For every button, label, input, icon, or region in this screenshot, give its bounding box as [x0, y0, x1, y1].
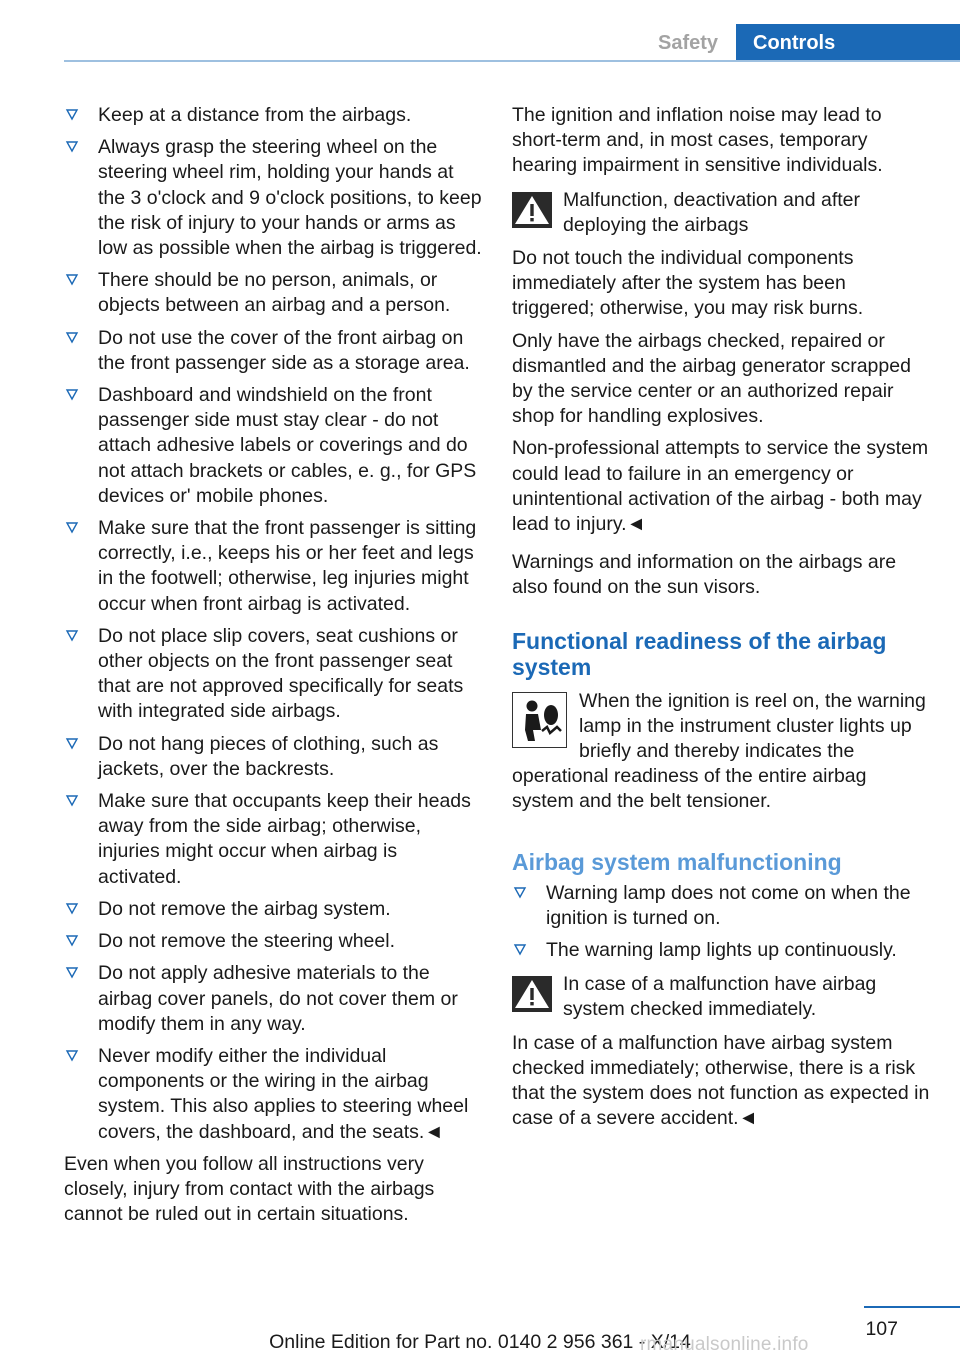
list-item-text: Make sure that occupants keep their heads away from the side airbag; otherwise, injuries might occur when airbag is activated.: [98, 790, 471, 888]
right-column: [512, 103, 930, 1139]
page-number: 107: [865, 1318, 898, 1340]
bullet-triangle-icon: [64, 933, 80, 949]
list-item: [512, 938, 930, 963]
warning-triangle-icon: [512, 192, 552, 228]
list-item-text: The warning lamp lights up continuously.: [546, 939, 897, 962]
safety-bullet-list: [64, 103, 482, 1145]
watermark: rmanualsonline.info: [640, 1334, 809, 1355]
tab-safety[interactable]: Safety: [657, 31, 719, 54]
heading-airbag-malfunction: Airbag system malfunctioning: [512, 848, 842, 875]
list-item: [64, 326, 482, 376]
list-item-text: Do not remove the steering wheel.: [98, 930, 395, 953]
bullet-triangle-icon: [512, 942, 528, 958]
list-item-text: Do not place slip covers, seat cushions or other objects on the front passenger seat that are not approved specifically for seats with integrated side airbags.: [98, 624, 464, 723]
list-item: [64, 789, 482, 890]
bullet-triangle-icon: [64, 272, 80, 288]
list-item-text: Do not remove the airbag system.: [98, 897, 391, 920]
list-item: [64, 103, 482, 128]
list-item: [64, 897, 482, 922]
warning-paragraph-service: Only have the airbags checked, repaired or dismantled and the airbag generator scrapped by the service center or an authorized repair shop for handling explosives.: [512, 329, 911, 428]
bullet-triangle-icon: [64, 107, 80, 123]
bullet-triangle-icon: [64, 520, 80, 536]
list-item-text: Dashboard and windshield on the front passenger side must stay clear - do not attach adhesive labels or coverings and do not attach brackets or cables, e. g., for GPS devices or' mobile phones.: [98, 384, 477, 507]
list-item-text: There should be no person, animals, or objects between an airbag and a person.: [98, 269, 451, 317]
bullet-triangle-icon: [64, 628, 80, 644]
header-divider: [64, 60, 960, 62]
malfunction-bullet-list: [512, 881, 930, 964]
heading-functional-readiness: Functional readiness of the airbag system: [512, 627, 887, 680]
list-item-text: Make sure that the front passenger is sitting correctly, i.e., keeps his or her feet and legs in the footwell; otherwise, leg injuries might occur when front airbag is activated.: [98, 517, 477, 615]
closing-paragraph: Even when you follow all instructions very closely, injury from contact with the airbags cannot be ruled out in certain situations.: [64, 1152, 435, 1226]
footer-divider: [864, 1306, 960, 1308]
edition-note: Online Edition for Part no. 0140 2 956 361 - X/14: [269, 1331, 691, 1353]
bullet-triangle-icon: [64, 965, 80, 981]
bullet-triangle-icon: [64, 1048, 80, 1064]
list-item-text: Do not hang pieces of clothing, such as jackets, over the backrests.: [98, 732, 439, 780]
list-item: [64, 135, 482, 261]
list-item-text: Always grasp the steering wheel on the steering wheel rim, holding your hands at the 3 o'clock and 9 o'clock positions, to keep the risk of injury to your hands or arms as low as possible when the airbag is triggered.: [98, 136, 482, 260]
bullet-triangle-icon: [64, 793, 80, 809]
list-item: [512, 881, 930, 931]
list-item: [64, 1044, 482, 1145]
noise-paragraph: The ignition and inflation noise may lead to short-term and, in most cases, temporary hearing impairment in sensitive individuals.: [512, 104, 883, 177]
list-item: [64, 624, 482, 725]
airbag-warning-lamp-icon: [512, 692, 567, 748]
warning-title: Malfunction, deactivation and after deploying the airbags: [563, 188, 861, 236]
list-item-text: Never modify either the individual components or the wiring in the airbag system. This also applies to steering wheel covers, the dashboard, and the seats.◄: [98, 1044, 469, 1143]
bullet-triangle-icon: [64, 330, 80, 346]
warning-paragraph-nonprofessional: Non-professional attempts to service the system could lead to failure in an emergency or unintentional activation of the airbag - both may lead to injury.◄: [512, 437, 929, 536]
warning-title: In case of a malfunction have airbag system checked immediately.: [563, 973, 877, 1021]
list-item: [64, 268, 482, 318]
readiness-text: When the ignition is reel on, the warning lamp in the instrument cluster lights up briefly and thereby indicates the operational readiness of the entire airbag system and the belt tensioner.: [512, 689, 926, 813]
readiness-block: [512, 689, 930, 815]
list-item-text: Do not use the cover of the front airbag on the front passenger side as a storage area.: [98, 326, 470, 374]
bullet-triangle-icon: [64, 139, 80, 155]
bullet-triangle-icon: [64, 901, 80, 917]
list-item: [64, 383, 482, 509]
malfunction-warning-body: In case of a malfunction have airbag system checked immediately; otherwise, there is a risk that the system does not function as expected in case of a severe accident.◄: [512, 1031, 930, 1130]
bullet-triangle-icon: [64, 387, 80, 403]
sun-visor-paragraph: Warnings and information on the airbags are also found on the sun visors.: [512, 551, 897, 599]
warning-triangle-icon: [512, 976, 552, 1012]
warning-paragraph-burns: Do not touch the individual components immediately after the system has been triggered; otherwise, you may risk burns.: [512, 247, 864, 320]
bullet-triangle-icon: [512, 885, 528, 901]
tab-controls[interactable]: Controls: [736, 24, 960, 62]
page-header: [0, 0, 960, 62]
bullet-triangle-icon: [64, 736, 80, 752]
left-column: [64, 103, 482, 1234]
list-item: [64, 929, 482, 954]
warning-note-malfunction: [512, 972, 930, 1022]
warning-note-deactivation: [512, 188, 930, 238]
list-item-text: Keep at a distance from the airbags.: [98, 104, 412, 126]
list-item-text: Warning lamp does not come on when the ignition is turned on.: [546, 881, 911, 929]
list-item: [64, 516, 482, 617]
list-item: [64, 961, 482, 1037]
list-item: [64, 732, 482, 782]
list-item-text: Do not apply adhesive materials to the airbag cover panels, do not cover them or modify them in any way.: [98, 962, 458, 1035]
